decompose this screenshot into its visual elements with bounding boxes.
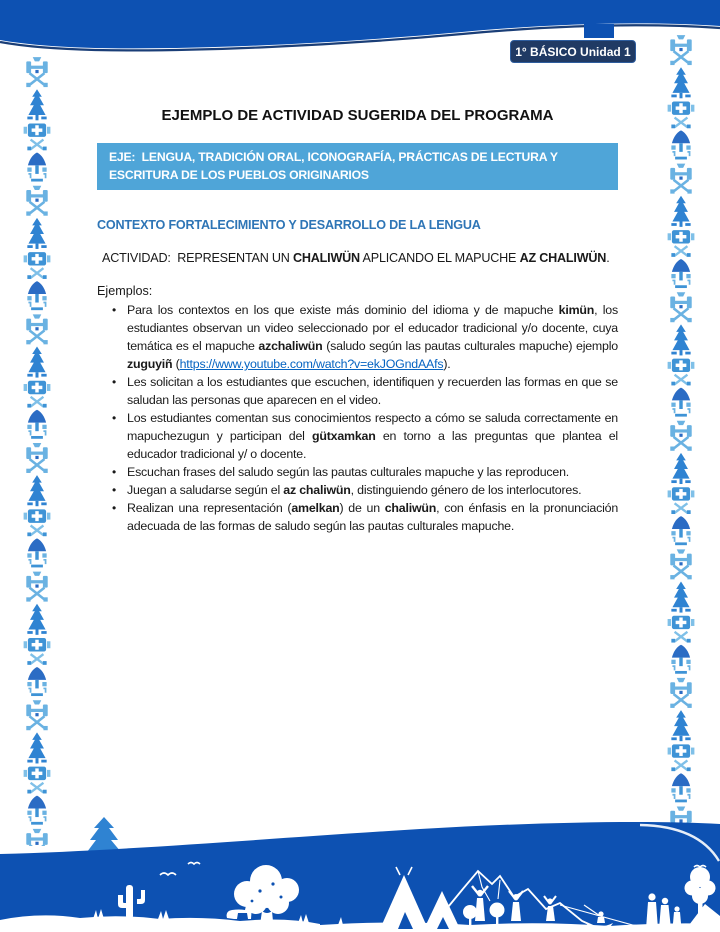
context-heading: CONTEXTO FORTALECIMIENTO Y DESARROLLO DE LA LENGUA [97, 218, 481, 232]
body-text: (saludo según las pautas culturales mapuche) ejemplo [322, 339, 618, 353]
body-text: , con énfasis en la pronunciación adecuada de las formas de saludo según las pautas culturales mapuche. [127, 501, 619, 533]
body-text: Juegan a saludarse según el [127, 483, 284, 497]
right-border-ornament [666, 34, 696, 846]
emphasis-text: gütxamkan [311, 429, 376, 443]
emphasis-text: kimün [558, 303, 595, 317]
body-text: Realizan una representación ( [127, 501, 292, 515]
body-text: Les solicitan a los estudiantes que escuchen, identifiquen y recuerden las formas en que se saludan las personas que aparecen en el video. [127, 375, 618, 407]
examples-list [97, 301, 618, 535]
emphasis-text: az chaliwün [283, 483, 351, 497]
document-content [97, 0, 618, 535]
youtube-link[interactable]: https://www.youtube.com/watch?v=ekJOGndAAfs [179, 357, 444, 371]
body-text: , los estudiantes observan un video seleccionado por el educador tradicional y/o docente, cuya temática es el mapuche [127, 303, 618, 353]
example-bullet [127, 481, 618, 499]
example-bullet [127, 301, 618, 373]
body-text: , distinguiendo género de los interlocutores. [350, 483, 582, 497]
emphasis-text: chaliwün [384, 501, 437, 515]
page-title: EJEMPLO DE ACTIVIDAD SUGERIDA DEL PROGRAMA [161, 107, 554, 124]
activity-line [97, 250, 618, 266]
emphasis-text: azchaliwün [258, 339, 323, 353]
body-text: APLICANDO EL MAPUCHE [359, 251, 520, 265]
emphasis-text: amelkan [291, 501, 340, 515]
example-bullet [127, 463, 618, 481]
unit-badge: 1° BÁSICO Unidad 1 [510, 40, 636, 63]
example-bullet [127, 409, 618, 463]
body-text: ). [443, 357, 451, 371]
emphasis-text: CHALIWÜN [293, 251, 360, 265]
body-text: ( [172, 357, 180, 371]
eje-banner: EJE: LENGUA, TRADICIÓN ORAL, ICONOGRAFÍA, PRÁCTICAS DE LECTURA Y ESCRITURA DE LOS PUEBLOS ORIGINARIOS [97, 143, 618, 190]
body-text: Escuchan frases del saludo según las pautas culturales mapuche y las reproducen. [127, 465, 570, 479]
emphasis-text: AZ CHALIWÜN [519, 251, 607, 265]
examples-label: Ejemplos: [97, 284, 153, 298]
body-text: ACTIVIDAD: REPRESENTAN UN [102, 251, 293, 265]
body-text: ) de un [339, 501, 385, 515]
footer-illustration [0, 817, 720, 932]
body-text: Los estudiantes comentan sus conocimientos respecto a cómo se saluda correctamente en mapuchezugun y participan del [127, 411, 618, 443]
example-bullet [127, 373, 618, 409]
left-border-ornament [22, 56, 52, 846]
example-bullet [127, 499, 618, 535]
body-text: Para los contextos en los que existe más dominio del idioma y de mapuche [127, 303, 559, 317]
body-text: . [606, 251, 610, 265]
emphasis-text: zuguyiñ [127, 357, 173, 371]
body-text: en torno a las preguntas que plantea el educador tradicional y/ o docente. [127, 429, 618, 461]
